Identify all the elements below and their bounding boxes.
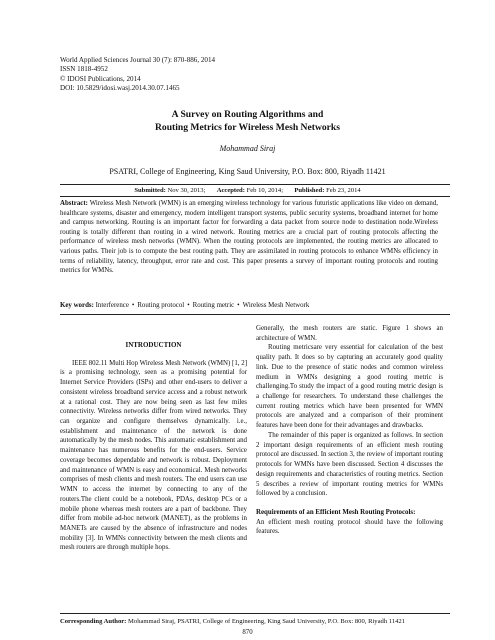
title-line-2: Routing Metrics for Wireless Mesh Networks <box>154 122 340 133</box>
section-subheading-requirements: Requirements of an Efficient Mesh Routing Protocols: <box>256 508 416 516</box>
accepted-date: Feb 10, 2014; <box>246 187 284 194</box>
intro-paragraph: IEEE 802.11 Multi Hop Wireless Mesh Network (WMN) [1, 2] is a promising technology, seen as a promising potential for Internet Service Providers (ISPs) and other end-users to deliver a consistent wireless broadband service access and a robust network at a rational cost. They are now being seen as last few miles connectivity. Wireless networks differ from wired networks. They can organize and configure themselves dynamically. i.e., establishment and maintenance of the network is done automatically by the mesh nodes. This automatic establishment and maintenance has numerous benefits for the end-users. Service coverage becomes dependable and network is robust. Deployment and maintenance of WMN is easy and economical. Mesh networks comprises of mesh clients and mesh routers. The end users can use WMN to access the internet by connecting to any of the routers.The client could be a notebook, PDAs, desktop PCs or a mobile phone whereas mesh routers are a part of backbone. They differ from mobile ad-hoc network (MANET), as the problems in MANETs are caused by the absence of infrastructure and nodes mobility [3]. In WMNs connectivity between the mesh clients and mesh routers are through multiple hops. <box>60 359 247 552</box>
right-paragraph-3: The remainder of this paper is organized as follows. In section 2 important design requirements of an efficient mesh routing protocol are discussed. In section 3, the review of important routing protocols for WMNs have been discussed. Section 4 discusses the design requirements and characteristics of routing metrics. Section 5 describes a review of important routing metrics for WMNs followed by a conclusion. <box>256 431 443 498</box>
author-name: Mohammad Siraj <box>219 144 276 153</box>
right-paragraph-4: An efficient mesh routing protocol should have the following features. <box>256 518 443 536</box>
abstract <box>60 199 438 276</box>
journal-citation: World Applied Sciences Journal 30 (7): 870-886, 2014 <box>60 56 216 64</box>
corresponding-author-label: Corresponding Author: <box>60 618 127 625</box>
submitted-label: Submitted: <box>134 187 166 194</box>
keywords <box>60 302 309 309</box>
right-paragraph-2: Routing metricsare very essential for calculation of the best quality path. It does so by capturing an accurately good quality link. Due to the presence of static nodes and common wireless medium in WMNs designing a good routing metric is challenging.To study the impact of a good routing metric design is a challenge for researchers. To understand these challenges the current routing metrics which have been presented for WMN protocols are analyzed and a comparison of their prominent features have been done for their advantages and drawbacks. <box>256 344 443 430</box>
published-label: Published: <box>294 187 325 194</box>
abstract-text: Wireless Mesh Network (WMN) is an emerging wireless technology for various futuristic applications like video on demand, healthcare systems, disaster and emergency, modern intelligent transport systems, public security systems, broadband internet for home and campus networking. Routing is an important factor for forwarding a data packet from source node to destination node.Wireless routing is totally different than routing in a wired network. Routing metrics are a crucial part of routing protocols affecting the performance of wireless mesh networks (WMN). When the routing protocols are implemented, the routing metrics are allocated to various paths. Their job is to compute the best routing path. They are assimilated in routing protocols to enhance WMNs efficiency in terms of reliability, latency, throughput, error rate and cost. This paper presents a survey of important routing protocols and routing metrics for WMNs. <box>60 200 438 275</box>
left-column <box>60 341 247 553</box>
paper-title <box>0 108 495 134</box>
title-line-1: A Survey on Routing Algorithms and <box>171 109 324 120</box>
corresponding-author-text: Mohammad Siraj, PSATRI, College of Engineering, King Saud University, P.O. Box: 800, Riyadh 11421 <box>128 618 406 625</box>
divider-dates <box>60 196 450 197</box>
right-paragraph-1: Generally, the mesh routers are static. Figure 1 shows an architecture of WMN. <box>256 325 443 342</box>
keyword-separator: • <box>187 302 190 309</box>
issn: ISSN 1818-4952 <box>60 65 108 74</box>
corresponding-author <box>60 618 405 625</box>
keyword: Wireless Mesh Network <box>242 302 310 309</box>
divider-top <box>60 184 450 185</box>
right-column <box>256 324 443 537</box>
keyword: Routing protocol <box>137 302 185 309</box>
keyword: Interference <box>95 302 129 309</box>
divider-footer <box>60 613 450 614</box>
section-heading-introduction: INTRODUCTION <box>125 341 182 349</box>
published-date: Feb 23, 2014 <box>326 187 361 194</box>
abstract-label: Abstract: <box>60 200 88 207</box>
submitted-date: Nov 30, 2013; <box>167 187 206 194</box>
publication-dates <box>0 187 495 194</box>
accepted-label: Accepted: <box>216 187 245 194</box>
copyright: © IDOSI Publications, 2014 <box>60 74 141 83</box>
divider-keywords <box>60 314 450 315</box>
keyword-separator: • <box>131 302 135 309</box>
page-number: 870 <box>242 629 253 636</box>
author-affiliation: PSATRI, College of Engineering, King Saud University, P.O. Box: 800, Riyadh 11421 <box>109 167 386 176</box>
keyword: Routing metric <box>192 302 235 309</box>
doi: DOI: 10.5829/idosi.wasj.2014.30.07.1465 <box>60 83 180 92</box>
keyword-separator: • <box>237 302 240 309</box>
keywords-label: Key words: <box>60 302 94 309</box>
journal-header <box>60 56 215 93</box>
